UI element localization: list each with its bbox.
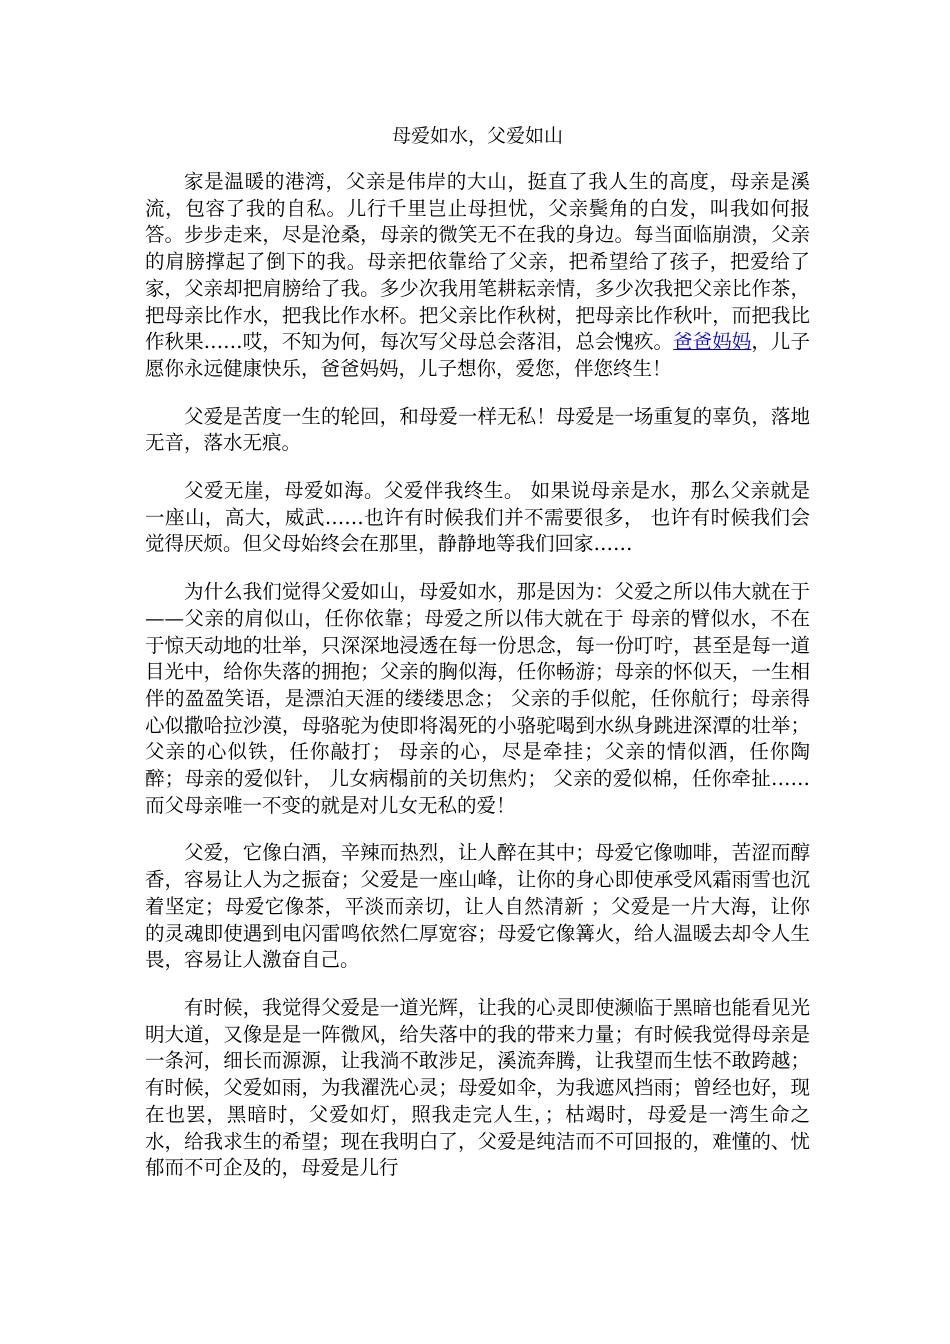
paragraph-1 [145,169,810,383]
paragraph-1-text: 家是温暖的港湾，父亲是伟岸的大山，挺直了我人生的高度，母亲是溪流，包容了我的自私。儿行千里岂止母担忧，父亲鬓角的白发，叫我如何报答。步步走来，尽是沧桑，母亲的微笑无不在我的身边。每当面临崩溃，父亲的肩膀撑起了倒下的我。母亲把依靠给了父亲，把希望给了孩子，把爱给了家，父亲却把肩膀给了我。多少次我用笔耕耘亲情，多少次我把父亲比作茶，把母亲比作水，把我比作水杯。把父亲比作秋树，把母亲比作秋叶，而把我比作秋果……哎，不知为何，每次写父母总会落泪，总会愧疚。 [145,170,810,354]
document-title: 母爱如水，父爱如山 [391,125,563,147]
paragraph-3: 父爱无崖，母爱如海。父爱伴我终生。 如果说母亲是水，那么父亲就是一座山，高大，威武……也许有时候我们并不需要很多， 也许有时候我们会觉得厌烦。但父母始终会在那里，静静地等我们回家…… [145,479,810,556]
paragraph-1-text-after-link: ，儿子愿你永远健康快乐，爸爸妈妈，儿子想你，爱您，伴您终生！ [145,330,810,380]
parents-link[interactable]: 爸爸妈妈 [673,330,752,354]
paragraph-5: 父爱，它像白酒，辛辣而热烈，让人醉在其中；母爱它像咖啡，苦涩而醇香，容易让人为之振奋；父爱是一座山峰，让你的身心即使承受风霜雨雪也沉着坚定；母爱它像茶，平淡而亲切，让人自然清新 ；父爱是一片大海，让你的灵魂即使遇到电闪雷鸣依然仁厚宽容；母爱它像篝火，给人温暖去却令人生畏，容易让人激奋自己。 [145,841,810,972]
document-page [145,0,810,1182]
paragraph-4: 为什么我们觉得父爱如山，母爱如水，那是因为：父爱之所以伟大就在于——父亲的肩似山，任你依靠；母爱之所以伟大就在于 母亲的臂似水，不在于惊天动地的壮举，只深深地浸透在每一份思念，每一份叮咛，甚至是每一道目光中，给你失落的拥抱；父亲的胸似海，任你畅游；母亲的怀似天，一生相伴的盈盈笑语，是漂泊天涯的缕缕思念； 父亲的手似舵，任你航行；母亲得心似撒哈拉沙漠，母骆驼为使即将渴死的小骆驼喝到水纵身跳进深潭的壮举； 父亲的心似铁，任你敲打； 母亲的心，尽是牵挂；父亲的情似酒，任你陶醉；母亲的爱似针， 儿女病榻前的关切焦灼； 父亲的爱似棉，任你牵扯…… 而父母亲唯一不变的就是对儿女无私的爱！ [145,580,810,817]
paragraph-6: 有时候，我觉得父爱是一道光辉，让我的心灵即使濒临于黑暗也能看见光明大道，又像是是一阵微风，给失落中的我的带来力量；有时候我觉得母亲是一条河，细长而源源，让我淌不敢涉足，溪流奔腾，让我望而生怯不敢跨越；有时候，父爱如雨，为我濯洗心灵；母爱如伞，为我遮风挡雨；曾经也好，现在也罢，黑暗时，父爱如灯，照我走完人生，；枯竭时，母爱是一湾生命之水，给我求生的希望；现在我明白了，父爱是纯洁而不可回报的，难懂的、忧郁而不可企及的，母爱是儿行 [145,995,810,1180]
paragraph-2: 父爱是苦度一生的轮回，和母爱一样无私！母爱是一场重复的辜负，落地无音，落水无痕。 [145,404,810,455]
